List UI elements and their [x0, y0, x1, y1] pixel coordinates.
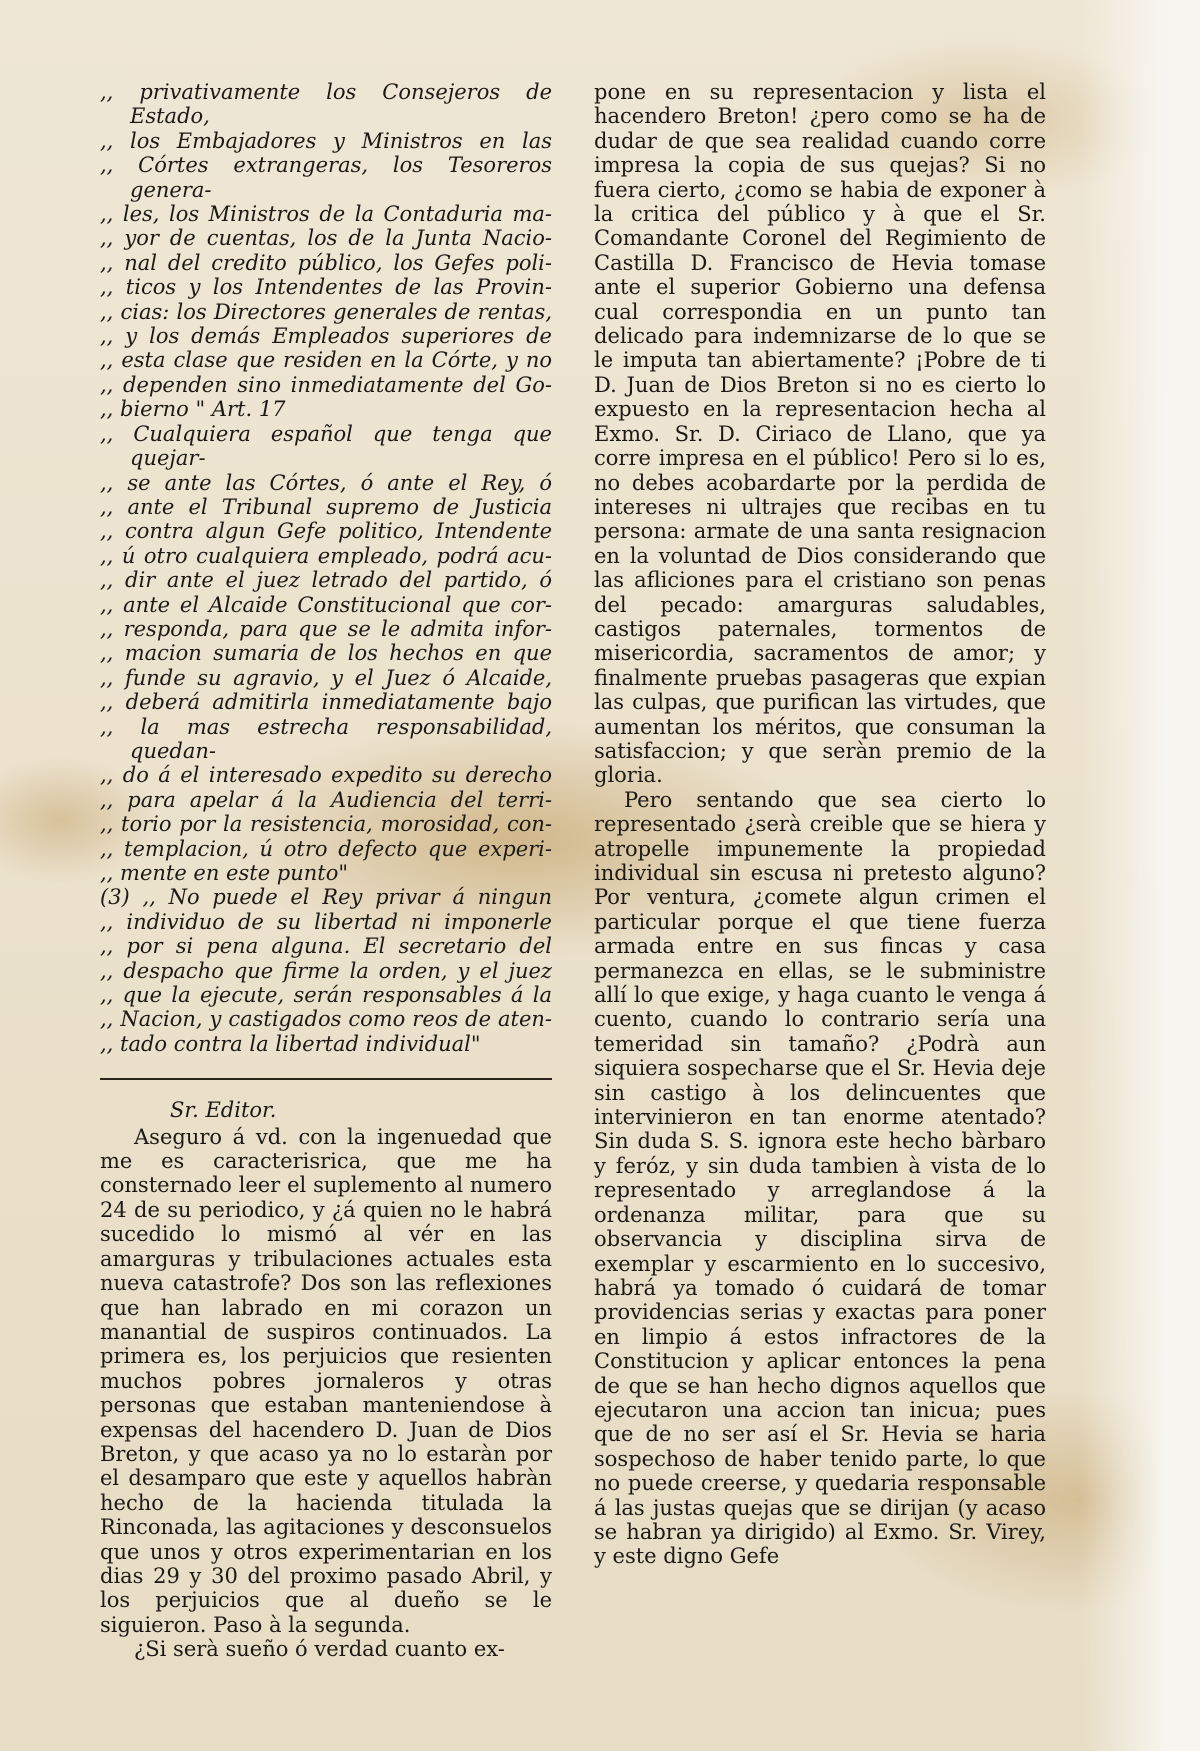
quote-line: ,, privativamente los Consejeros de Estado,	[100, 80, 552, 129]
letter-paragraph: Aseguro á vd. con la ingenuedad que me es caracterisrica, que me ha consternado leer el suplemento al numero 24 de su periodico, y ¿á quien no le habrá sucedido lo mismó al vér en las amarguras y tribulaciones actuales esta nueva catastrofe? Dos son las reflexiones que han labrado en mi corazon un manantial de suspiros continuados. La primera es, los perjuicios que resienten muchos pobres jornaleros y otras personas que estaban manteniendose à expensas del hacendero D. Juan de Dios Breton, y que acaso ya no lo estaràn por el desamparo que este y aquellos habràn hecho de la hacienda titulada la Rinconada, las agitaciones y desconsuelos que unos y otros experimentarian en los dias 29 y 30 del proximo pasado Abril, y los perjuicios que al dueño se le siguieron. Paso à la segunda.	[100, 1124, 552, 1637]
quote-line: ,, dependen sino inmediatamente del Go-	[100, 372, 552, 397]
quote-line: ,, contra algun Gefe politico, Intendente	[100, 519, 552, 544]
constitution-quote	[100, 80, 552, 1056]
quote-line: ,, Cualquiera español que tenga que quejar-	[100, 421, 552, 471]
quote-line: ,, la mas estrecha responsabilidad, quedan-	[100, 714, 552, 763]
quote-line: ,, individuo de su libertad ni imponerle	[100, 909, 552, 934]
quote-line: ,, ante el Tribunal supremo de Justicia	[100, 494, 552, 519]
quote-line: ,, nal del credito público, los Gefes poli-	[100, 250, 552, 275]
quote-line: ,, por si pena alguna. El secretario del	[100, 934, 552, 959]
quote-line: ,, ú otro cualquiera empleado, podrá acu-	[100, 543, 552, 568]
letter-salutation: Sr. Editor.	[170, 1098, 277, 1123]
quote-line: ,, ante el Alcaide Constitucional que cor-	[100, 592, 552, 617]
quote-line: ,, responda, para que se le admita infor-	[100, 616, 552, 641]
quote-line: ,, dir ante el juez letrado del partido, ó	[100, 568, 552, 593]
left-column	[100, 80, 552, 1662]
quote-line: ,, les, los Ministros de la Contaduria ma-	[100, 202, 552, 227]
quote-line: ,, templacion, ú otro defecto que experi-	[100, 836, 552, 861]
quote-line: ,, funde su agravio, y el Juez ó Alcaide,	[100, 665, 552, 690]
quote-line: ,, que la ejecute, serán responsables á la	[100, 983, 552, 1008]
quote-line: ,, tado contra la libertad individual"	[100, 1031, 481, 1056]
article-paragraph: Pero sentando que sea cierto lo representado ¿serà creible que se hiera y atropelle impunemente la propiedad individual sin escusa ni pretesto alguno? Por ventura, ¿comete algun crimen el particular porque el que tiene fuerza armada entre en sus fincas y casa permanezca en ellas, se le subministre allí lo que exige, y haga cuanto le venga á cuento, cuando lo contrario sería una temeridad sin tamaño? ¿Podrà aun siquiera sospecharse que el Sr. Hevia deje sin castigo à los delincuentes que intervinieron en tan enorme atentado? Sin duda S. S. ignora este hecho bàrbaro y feróz, y sin duda tambien à vista de lo representado y arreglandose á la ordenanza militar, para que su observancia y disciplina sirva de exemplar y escarmiento en lo succesivo, habrá ya tomado ó cuidará de tomar providencias serias y exactas para poner en limpio á estos infractores de la Constitucion y aplicar entonces la pena de que se han hecho dignos aquellos que ejecutaron una accion tan inicua; pues que de no ser así el Sr. Hevia se haria sospechoso de haber tenido parte, lo que no puede creerse, y quedaria responsable á las justas quejas que se dirijan (y acaso se habran ya dirigido) al Exmo. Sr. Virey, y este digno Gefe	[594, 787, 1046, 1569]
quote-line: ,, se ante las Córtes, ó ante el Rey, ó	[100, 470, 552, 495]
quote-line: ,, mente en este punto"	[100, 861, 349, 885]
quote-line: ,, para apelar á la Audiencia del terri-	[100, 787, 552, 812]
quote-line: ,, Córtes extrangeras, los Tesoreros genera-	[100, 153, 552, 202]
quote-line: ,, Nacion, y castigados como reos de aten-	[100, 1007, 552, 1032]
quote-line: ,, esta clase que residen en la Córte, y no	[100, 348, 552, 373]
quote-line: ,, despacho que firme la orden, y el juez	[100, 958, 552, 983]
letter-paragraph: ¿Si serà sueño ó verdad cuanto ex-	[134, 1637, 505, 1662]
quote-line: ,, y los demás Empleados superiores de	[100, 324, 552, 349]
quote-line: ,, deberá admitirla inmediatamente bajo	[100, 690, 552, 715]
quote-line: ,, yor de cuentas, los de la Junta Nacio-	[100, 226, 552, 251]
quote-line: ,, ticos y los Intendentes de las Provin-	[100, 275, 552, 300]
right-column	[594, 80, 1046, 1569]
quote-line: ,, do á el interesado expedito su derecho	[100, 763, 552, 788]
quote-line: (3) ,, No puede el Rey privar á ningun	[100, 885, 552, 910]
quote-line: ,, bierno " Art. 17	[100, 397, 286, 422]
quote-line: ,, los Embajadores y Ministros en las	[100, 128, 552, 153]
quote-line: ,, cias: los Directores generales de rentas,	[100, 299, 552, 324]
quote-line: ,, macion sumaria de los hechos en que	[100, 641, 552, 666]
section-divider	[100, 1078, 552, 1080]
quote-line: ,, torio por la resistencia, morosidad, con-	[100, 812, 552, 837]
paper-edge	[1080, 0, 1200, 1751]
article-paragraph: pone en su representacion y lista el hacendero Breton! ¿pero como se ha de dudar de que sea realidad cuando corre impresa la copia de sus quejas? Si no fuera cierto, ¿como se habia de exponer à la critica del público y à que el Sr. Comandante Coronel del Regimiento de Castilla D. Francisco de Hevia tomase ante el superior Gobierno una defensa cual correspondia en un punto tan delicado para indemnizarse de lo que se le imputa tan abiertamente? ¡Pobre de ti D. Juan de Dios Breton si no es cierto lo expuesto en la representacion hecha al Exmo. Sr. D. Ciriaco de Llano, que ya corre impresa en el público! Pero si lo es, no debes acobardarte por la perdida de intereses ni ultrajes que recibas en tu persona: armate de una santa resignacion en la voluntad de Dios considerando que las afliciones para el cristiano son penas del pecado: amarguras saludables, castigos paternales, tormentos de misericordia, sacramentos de amor; y finalmente pruebas pasageras que expian las culpas, que purifican las virtudes, que aumentan los méritos, que consuman la satisfaccion; y que seràn premio de la gloria.	[594, 80, 1046, 788]
